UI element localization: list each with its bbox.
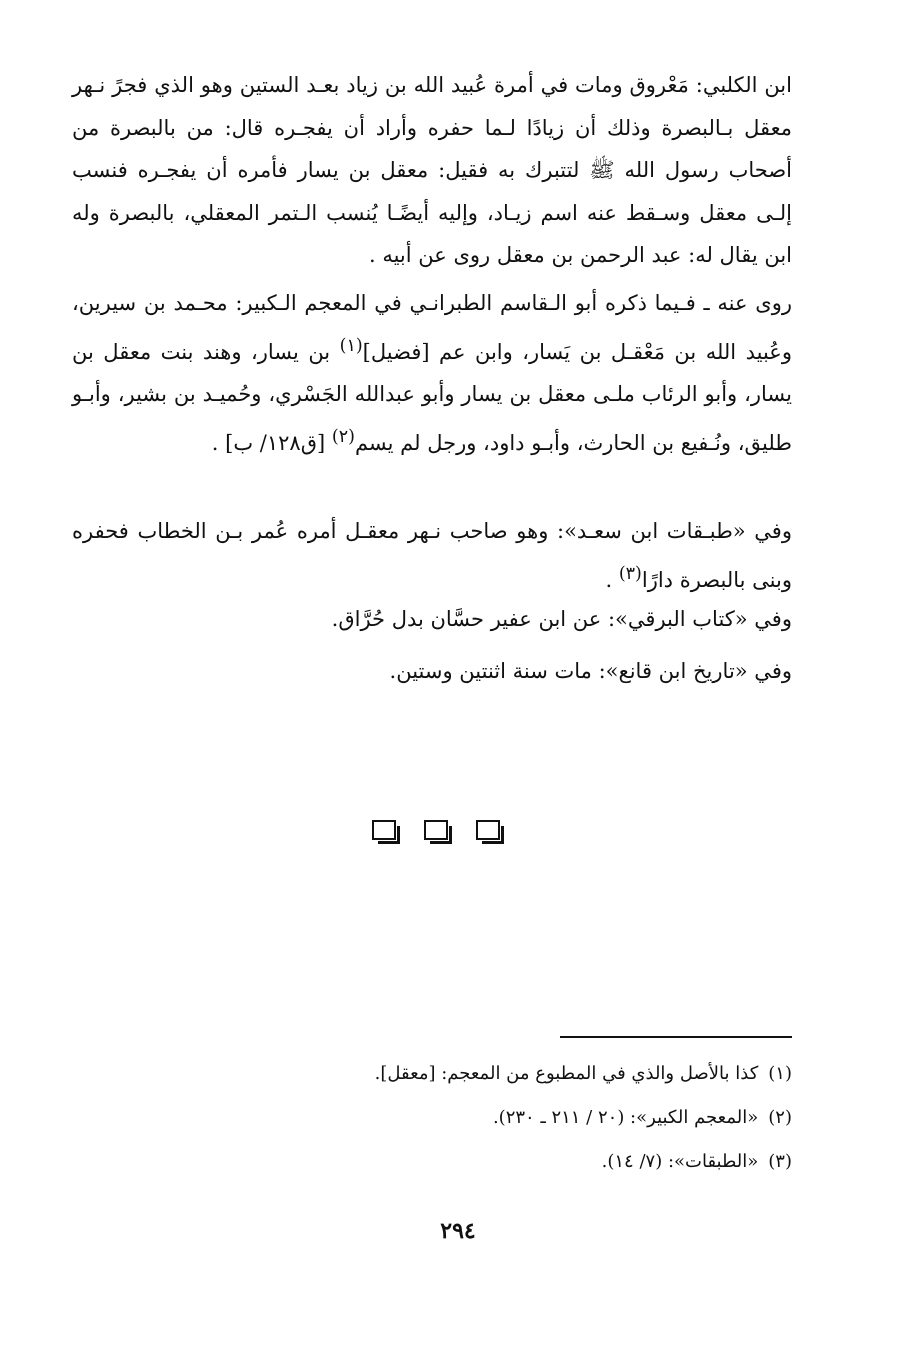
paragraph-4-text: وفي «كتاب البرقي»: عن ابن عفير حسَّان بدل حُرَّاق. xyxy=(331,607,792,631)
footnote-ref-2: (٢) xyxy=(331,426,355,447)
footnote-2-text: «المعجم الكبير»: (٢٠ / ٢١١ ـ ٢٣٠). xyxy=(492,1107,759,1128)
square-ornament-icon xyxy=(372,820,396,840)
paragraph-2 xyxy=(72,282,792,464)
footnote-separator xyxy=(560,1036,792,1038)
footnote-2-number: (٢) xyxy=(768,1107,792,1128)
paragraph-2-part-2: بن يسار، وهند بنت معقل بن يسار، وأبو الرئاب ملـى معقل بن يسار وأبو عبدالله الجَسْري، وحُميـد بن بشير، وأبـو طليق، ونُـفيع بن الحارث، وأبـو داود، ورجل لم يسم xyxy=(72,339,792,455)
paragraph-3 xyxy=(72,510,792,601)
footnote-ref-1: (١) xyxy=(339,335,363,356)
footnote-1 xyxy=(300,1052,792,1096)
page-number: ٢٩٤ xyxy=(440,1218,476,1244)
paragraph-3-part-2: . xyxy=(605,567,619,592)
footnote-3-text: «الطبقات»: (٧/ ١٤). xyxy=(601,1151,759,1172)
paragraph-2-part-3: [ق١٢٨/ ب] . xyxy=(211,430,332,455)
square-ornament-icon xyxy=(424,820,448,840)
footnotes xyxy=(300,1052,792,1184)
footnote-1-text: كذا بالأصل والذي في المطبوع من المعجم: [معقل]. xyxy=(374,1063,759,1084)
square-ornament-icon xyxy=(476,820,500,840)
footnote-1-number: (١) xyxy=(768,1063,792,1084)
footnote-3 xyxy=(300,1140,792,1184)
paragraph-4 xyxy=(72,598,792,641)
paragraph-2-part-1: روى عنه ـ فـيما ذكره أبو الـقاسم الطبرانـي في المعجم الـكبير: محـمد بن سيرين، وعُبيد الله بن مَعْقـل بن يَسار، وابن عم [فضيل] xyxy=(72,291,792,364)
paragraph-5 xyxy=(72,650,792,693)
paragraph-1-text: ابن الكلبي: مَعْروق ومات في أمرة عُبيد الله بن زياد بعـد الستين وهو الذي فجرً نـهر معقل بـالبصرة وذلك أن زيادًا لـما حفره وأراد أن يفجـره قال: من بالبصرة من أصحاب رسول الله ﷺ لتتبرك به فقيل: معقل بن يسار فأمره أن يفجـره فنسب إلـى معقل وسـقط عنه اسم زيـاد، وإليه أيضًـا يُنسب الـتمر المعقلي، بالبصرة وله ابن يقال له: عبد الرحمن بن معقل روى عن أبيه . xyxy=(72,73,792,267)
footnote-2 xyxy=(300,1096,792,1140)
footnote-3-number: (٣) xyxy=(768,1151,792,1172)
section-end-ornament xyxy=(372,820,500,840)
paragraph-2-text xyxy=(72,282,792,464)
footnote-ref-3: (٣) xyxy=(618,563,642,584)
paragraph-1 xyxy=(72,64,792,277)
paragraph-3-text xyxy=(72,510,792,601)
paragraph-3-part-1: وفي «طبـقات ابن سعـد»: وهو صاحب نـهر معقـل أمره عُمر بـن الخطاب فحفره وبنى بالبصرة دارًا xyxy=(72,519,792,592)
paragraph-5-text: وفي «تاريخ ابن قانع»: مات سنة اثنتين وستين. xyxy=(389,659,792,683)
